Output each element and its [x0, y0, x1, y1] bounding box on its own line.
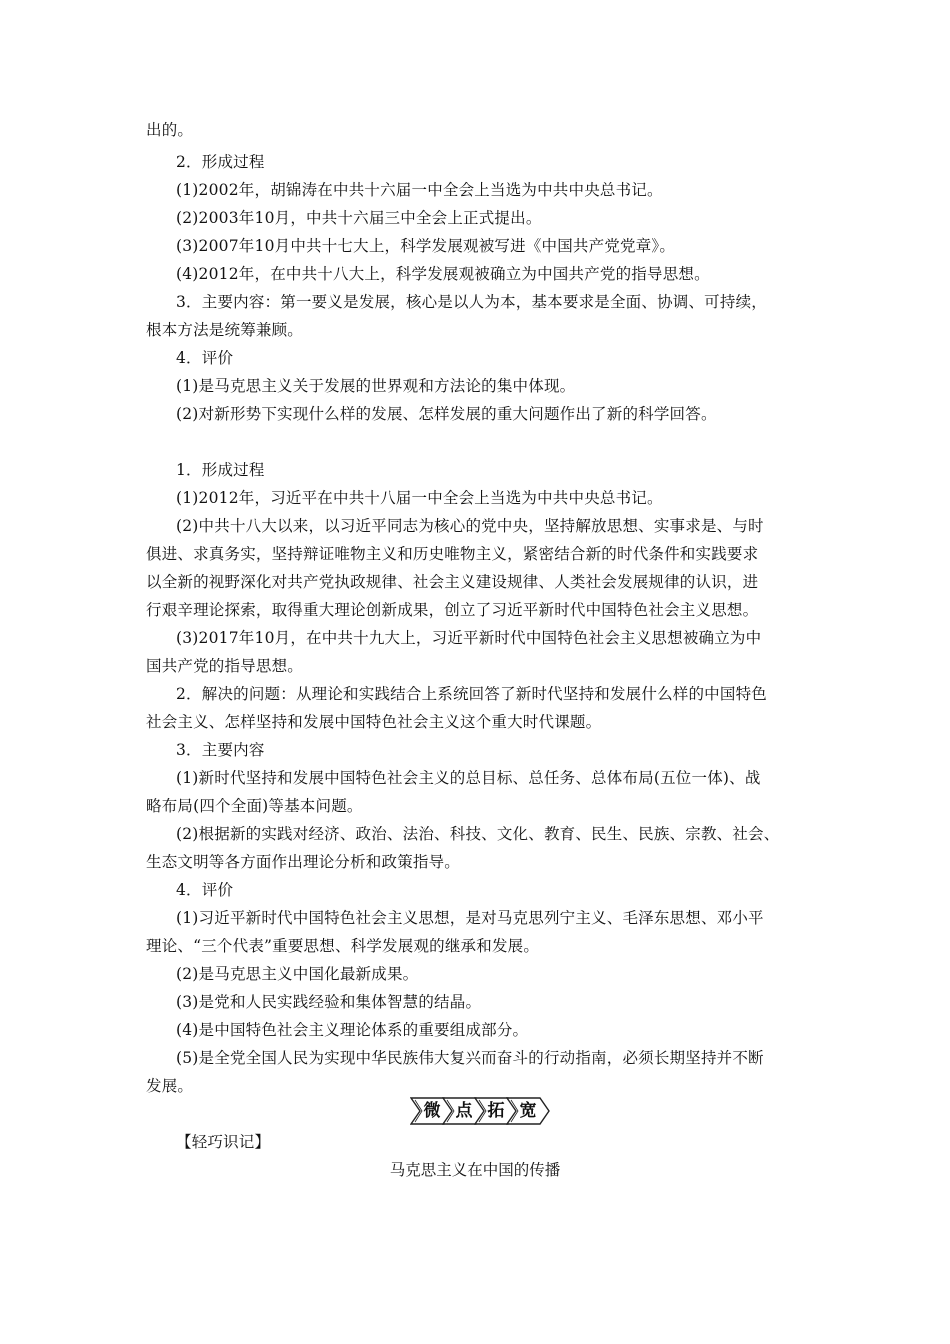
banner-char: 宽	[519, 1101, 537, 1121]
text-line: (4)是中国特色社会主义理论体系的重要组成部分。	[176, 1021, 529, 1039]
text-line: (1)是马克思主义关于发展的世界观和方法论的集中体现。	[176, 377, 576, 395]
text-line: 2．解决的问题：从理论和实践结合上系统回答了新时代坚持和发展什么样的中国特色	[176, 685, 767, 703]
text-line: (1)2002年，胡锦涛在中共十六届一中全会上当选为中共中央总书记。	[176, 181, 663, 199]
text-line: 根本方法是统筹兼顾。	[146, 321, 304, 339]
text-line: 3．主要内容	[176, 741, 265, 759]
text-line: (1)习近平新时代中国特色社会主义思想，是对马克思列宁主义、毛泽东思想、邓小平	[176, 909, 764, 927]
text-line: 理论、“三个代表”重要思想、科学发展观的继承和发展。	[146, 937, 540, 955]
text-line: (1)新时代坚持和发展中国特色社会主义的总目标、总任务、总体布局(五位一体)、战	[176, 769, 761, 787]
banner-char: 微	[423, 1101, 441, 1121]
banner-char: 点	[455, 1101, 473, 1121]
section-banner	[410, 1097, 538, 1127]
text-line: (4)2012年，在中共十八大上，科学发展观被确立为中国共产党的指导思想。	[176, 265, 710, 283]
text-line: (3)是党和人民实践经验和集体智慧的结晶。	[176, 993, 482, 1011]
text-line: 3．主要内容：第一要义是发展，核心是以人为本，基本要求是全面、协调、可持续，	[176, 293, 767, 311]
text-line: 生态文明等各方面作出理论分析和政策指导。	[146, 853, 461, 871]
text-line: 国共产党的指导思想。	[146, 657, 304, 675]
banner-char: 拓	[487, 1101, 505, 1121]
text-line: 发展。	[146, 1077, 194, 1095]
text-line: (2)中共十八大以来，以习近平同志为核心的党中央，坚持解放思想、实事求是、与时	[176, 517, 764, 535]
text-line: 以全新的视野深化对共产党执政规律、社会主义建设规律、人类社会发展规律的认识，进	[146, 573, 759, 591]
text-line: (2)2003年10月，中共十六届三中全会上正式提出。	[176, 209, 542, 227]
note-label: 【轻巧识记】	[176, 1133, 271, 1151]
section-subtitle: 马克思主义在中国的传播	[389, 1161, 561, 1179]
text-line: (5)是全党全国人民为实现中华民族伟大复兴而奋斗的行动指南，必须长期坚持并不断	[176, 1049, 764, 1067]
text-line: 略布局(四个全面)等基本问题。	[146, 797, 363, 815]
text-line: 社会主义、怎样坚持和发展中国特色社会主义这个重大时代课题。	[146, 713, 602, 731]
text-line: 行艰辛理论探索，取得重大理论创新成果，创立了习近平新时代中国特色社会主义思想。	[146, 601, 759, 619]
text-line: (3)2017年10月，在中共十九大上，习近平新时代中国特色社会主义思想被确立为中	[176, 629, 762, 647]
text-line: 4．评价	[176, 881, 234, 899]
text-line: (1)2012年，习近平在中共十八届一中全会上当选为中共中央总书记。	[176, 489, 663, 507]
text-line: (3)2007年10月中共十七大上，科学发展观被写进《中国共产党党章》。	[176, 237, 676, 255]
text-line: 1．形成过程	[176, 461, 265, 479]
text-line: (2)是马克思主义中国化最新成果。	[176, 965, 419, 983]
text-line: (2)根据新的实践对经济、政治、法治、科技、文化、教育、民生、民族、宗教、社会、	[176, 825, 780, 843]
text-line: (2)对新形势下实现什么样的发展、怎样发展的重大问题作出了新的科学回答。	[176, 405, 717, 423]
text-line: 出的。	[146, 121, 194, 139]
text-line: 4．评价	[176, 349, 234, 367]
text-line: 2．形成过程	[176, 153, 265, 171]
text-line: 俱进、求真务实，坚持辩证唯物主义和历史唯物主义，紧密结合新的时代条件和实践要求	[146, 545, 759, 563]
banner-chevron	[506, 1097, 544, 1125]
